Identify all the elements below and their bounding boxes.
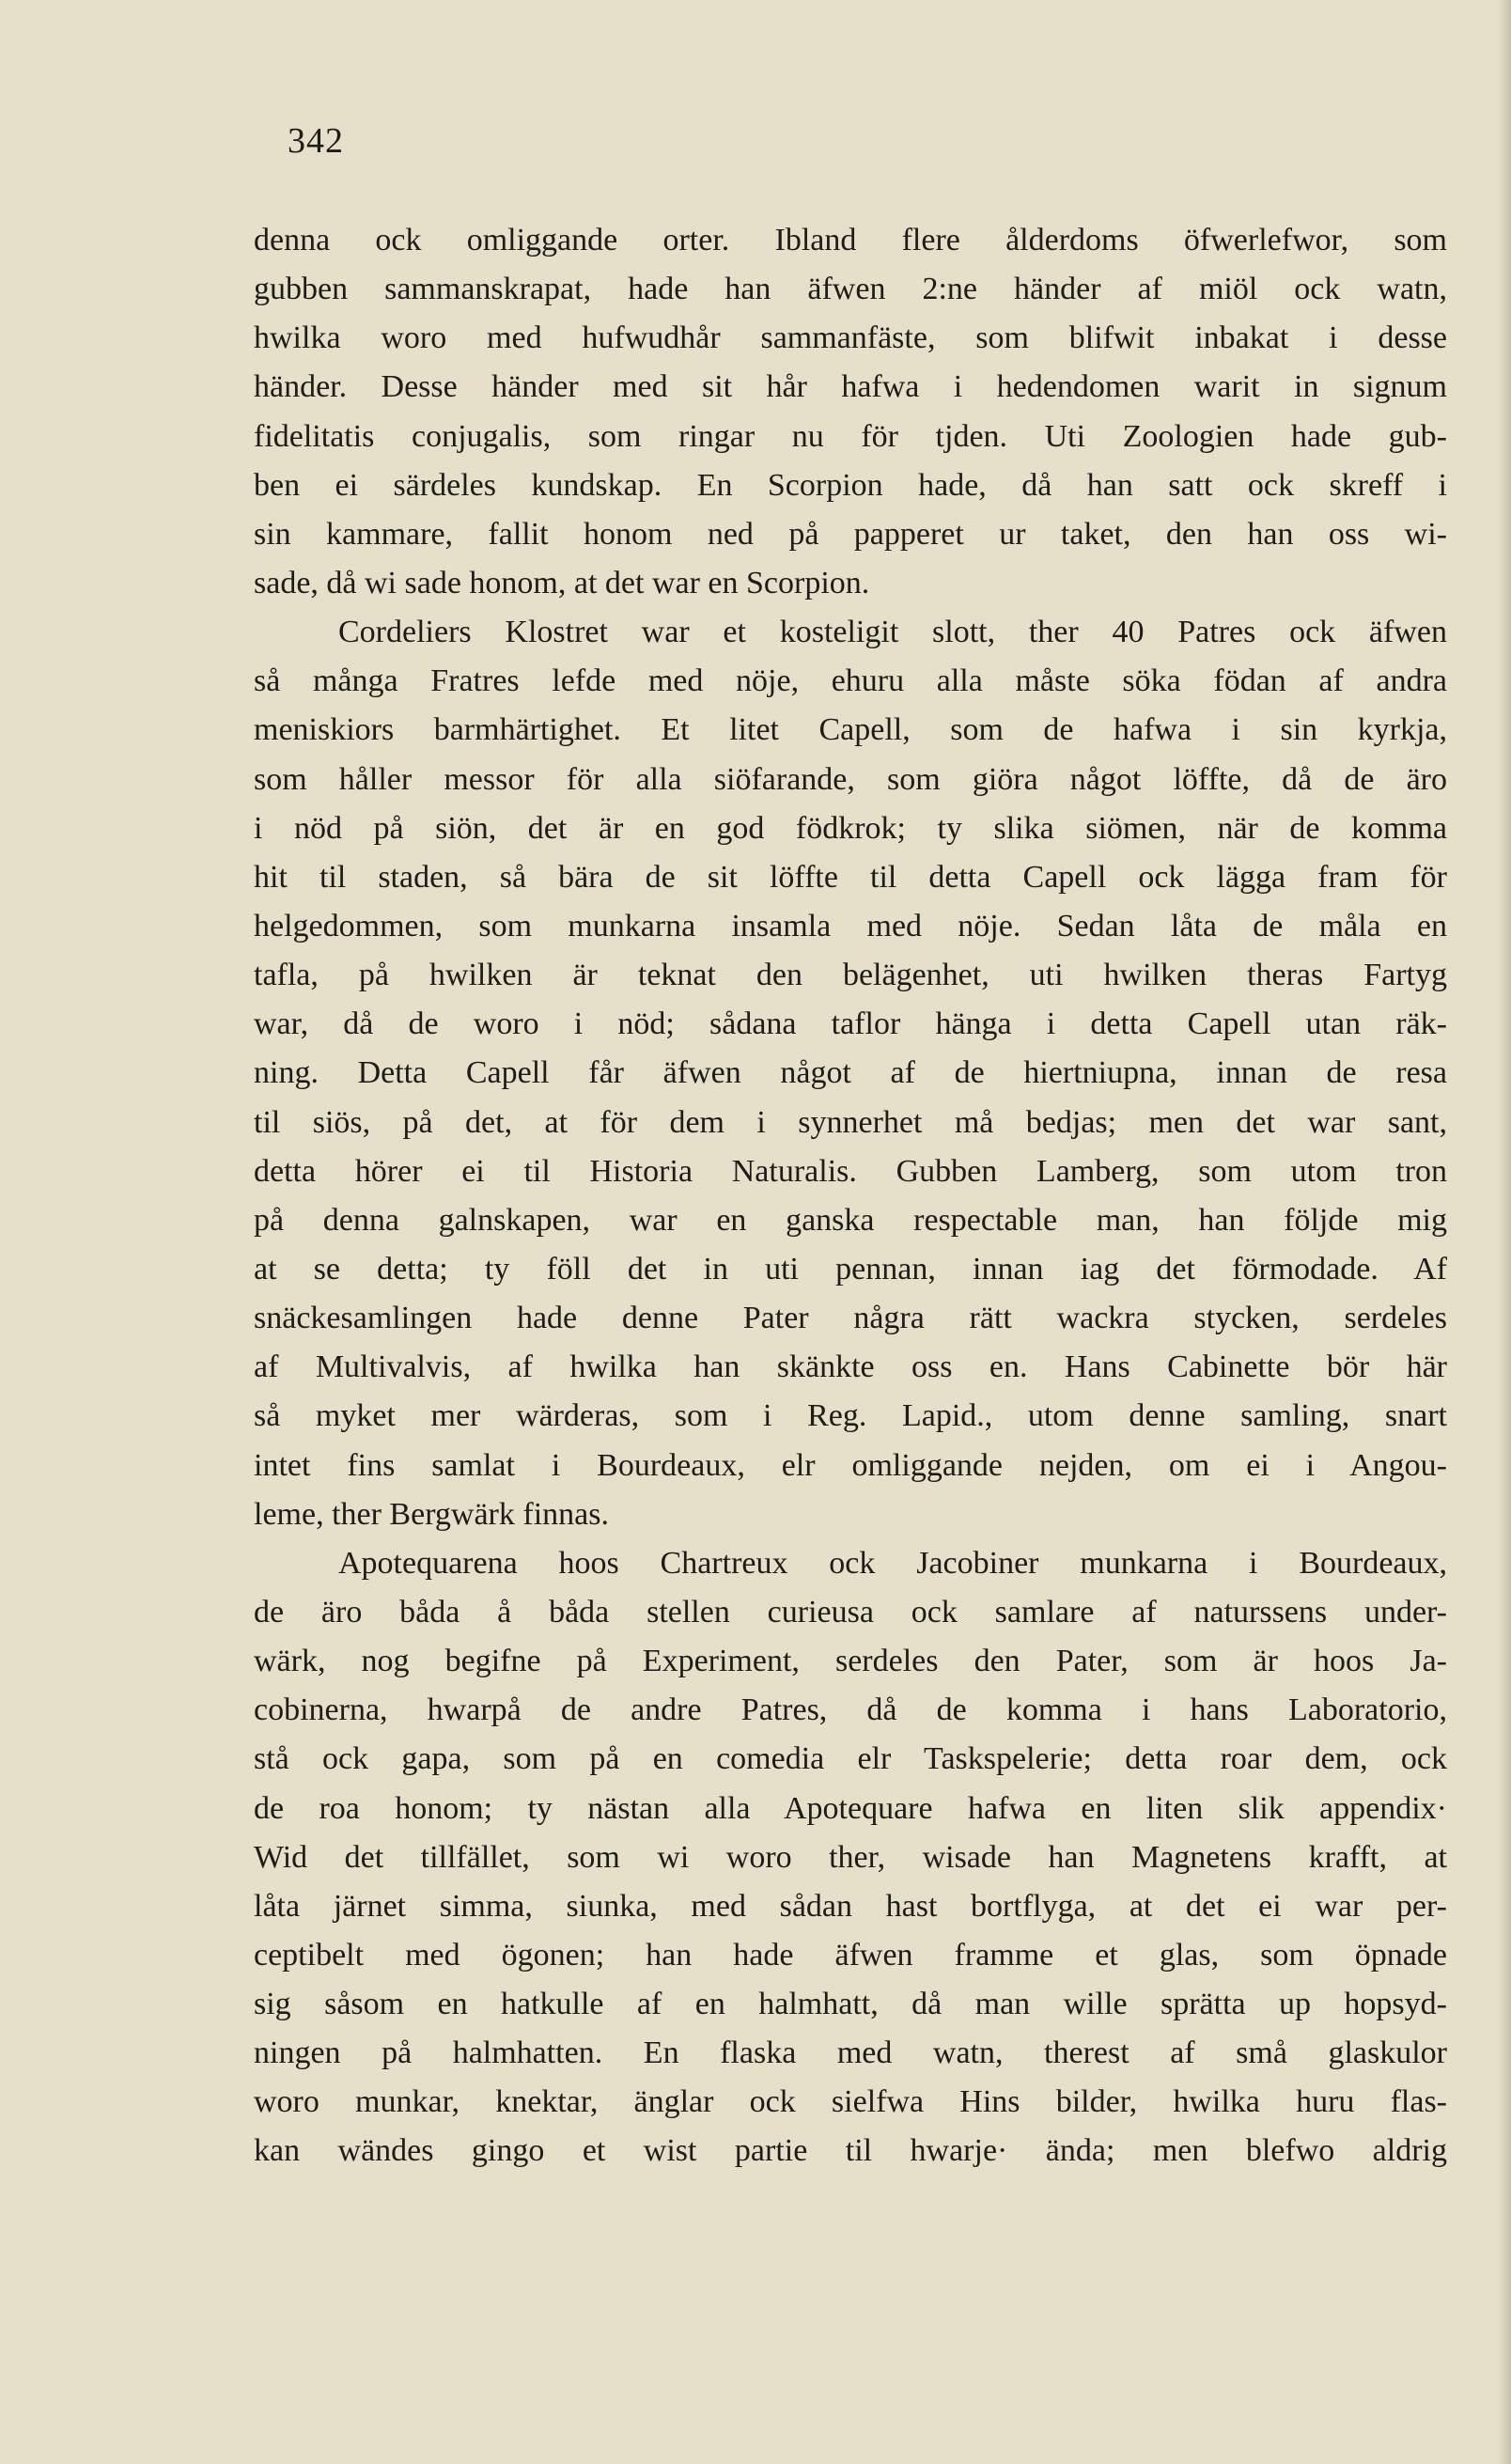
text-line: af Multivalvis, af hwilka han skänkte oss en. Hans Cabinette bör här bbox=[254, 1349, 1447, 1385]
text-line: ben ei särdeles kundskap. En Scorpion hade, då han satt ock skreff i bbox=[254, 467, 1447, 503]
text-line: så många Fratres lefde med nöje, ehuru alla måste söka födan af andra bbox=[254, 663, 1447, 699]
text-line: låta järnet simma, siunka, med sådan hast bortflyga, at det ei war per- bbox=[254, 1888, 1447, 1924]
text-line: sade, då wi sade honom, at det war en Scorpion. bbox=[254, 565, 870, 600]
text-line: leme, ther Bergwärk finnas. bbox=[254, 1496, 609, 1532]
text-line: at se detta; ty föll det in uti pennan, innan iag det förmodade. Af bbox=[254, 1251, 1447, 1287]
text-line: detta hörer ei til Historia Naturalis. Gubben Lamberg, som utom tron bbox=[254, 1153, 1447, 1189]
text-line: de roa honom; ty nästan alla Apotequare hafwa en liten slik appendix· bbox=[254, 1790, 1447, 1826]
text-line: snäckesamlingen hade denne Pater några rätt wackra stycken, serdeles bbox=[254, 1301, 1447, 1336]
text-line: hwilka woro med hufwudhår sammanfäste, som blifwit inbakat i desse bbox=[254, 320, 1447, 356]
text-line: de äro båda å båda stellen curieusa ock samlare af naturssens under- bbox=[254, 1594, 1447, 1630]
text-line: i nöd på siön, det är en god födkrok; ty slika siömen, när de komma bbox=[254, 810, 1447, 846]
text-line: händer. Desse händer med sit hår hafwa i hedendomen warit in signum bbox=[254, 369, 1447, 405]
text-line: helgedommen, som munkarna insamla med nöje. Sedan låta de måla en bbox=[254, 908, 1447, 943]
text-line: kan wändes gingo et wist partie til hwarje· ända; men blefwo aldrig bbox=[254, 2133, 1447, 2169]
text-line: denna ock omliggande orter. Ibland flere ålderdoms öfwerlefwor, som bbox=[254, 223, 1447, 257]
text-line: som håller messor för alla siöfarande, som giöra något löffte, då de äro bbox=[254, 761, 1447, 797]
text-line: war, då de woro i nöd; sådana taflor hänga i detta Capell utan räk- bbox=[254, 1006, 1447, 1042]
text-line: ning. Detta Capell får äfwen något af de hiertniupna, innan de resa bbox=[254, 1055, 1447, 1091]
text-line: gubben sammanskrapat, hade han äfwen 2:ne händer af miöl ock watn, bbox=[254, 272, 1447, 307]
text-line: cobinerna, hwarpå de andre Patres, då de komma i hans Laboratorio, bbox=[254, 1692, 1447, 1728]
page-number: 342 bbox=[288, 121, 344, 161]
text-line: hit til staden, så bära de sit löffte til detta Capell ock lägga fram för bbox=[254, 859, 1447, 895]
text-line: ceptibelt med ögonen; han hade äfwen framme et glas, som öpnade bbox=[254, 1937, 1447, 1973]
text-line: på denna galnskapen, war en ganska respectable man, han följde mig bbox=[254, 1202, 1447, 1238]
text-line: Wid det tillfället, som wi woro ther, wisade han Magnetens krafft, at bbox=[254, 1839, 1447, 1875]
text-line: stå ock gapa, som på en comedia elr Taskspelerie; detta roar dem, ock bbox=[254, 1741, 1447, 1777]
text-line: sin kammare, fallit honom ned på papperet ur taket, den han oss wi- bbox=[254, 516, 1447, 552]
page-edge-shadow bbox=[1498, 0, 1511, 2464]
text-line: ningen på halmhatten. En flaska med watn, therest af små glaskulor bbox=[254, 2035, 1447, 2071]
text-line: Apotequarena hoos Chartreux ock Jacobiner munkarna i Bourdeaux, bbox=[338, 1545, 1447, 1581]
text-line: sig såsom en hatkulle af en halmhatt, då man wille sprätta up hopsyd- bbox=[254, 1987, 1447, 2022]
body-text bbox=[254, 216, 1447, 2176]
text-line: fidelitatis conjugalis, som ringar nu för tjden. Uti Zoologien hade gub- bbox=[254, 418, 1447, 454]
text-line: så myket mer wärderas, som i Reg. Lapid., utom denne samling, snart bbox=[254, 1398, 1447, 1434]
text-line: tafla, på hwilken är teknat den belägenhet, uti hwilken theras Fartyg bbox=[254, 958, 1447, 993]
text-line: til siös, på det, at för dem i synnerhet må bedjas; men det war sant, bbox=[254, 1104, 1447, 1140]
text-line: intet fins samlat i Bourdeaux, elr omliggande nejden, om ei i Angou- bbox=[254, 1447, 1447, 1483]
text-line: woro munkar, knektar, änglar ock sielfwa Hins bilder, hwilka huru flas- bbox=[254, 2084, 1447, 2120]
text-line: meniskiors barmhärtighet. Et litet Capell, som de hafwa i sin kyrkja, bbox=[254, 712, 1447, 748]
text-line: wärk, nog begifne på Experiment, serdeles den Pater, som är hoos Ja- bbox=[254, 1644, 1447, 1679]
text-line: Cordeliers Klostret war et kosteligit slott, ther 40 Patres ock äfwen bbox=[338, 615, 1447, 650]
